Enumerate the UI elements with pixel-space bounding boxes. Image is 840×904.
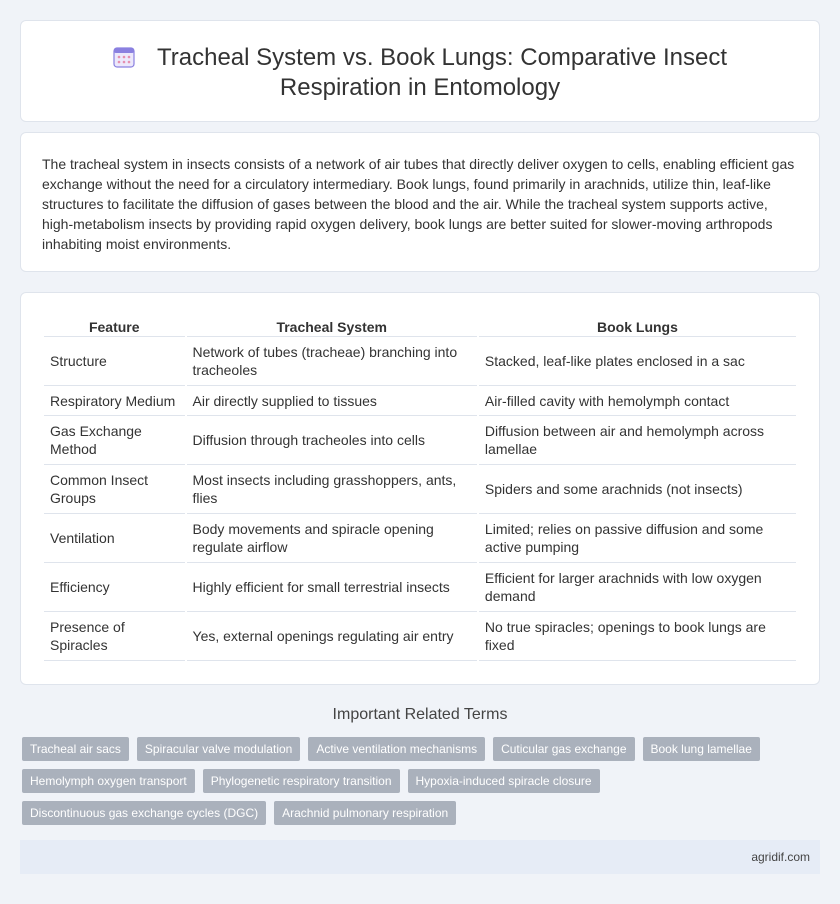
row-tracheal: Highly efficient for small terrestrial insects <box>187 563 477 612</box>
table-row <box>44 465 796 514</box>
row-book-lungs: Air-filled cavity with hemolymph contact <box>479 386 796 416</box>
row-tracheal: Most insects including grasshoppers, ants, flies <box>187 465 477 514</box>
term-tag[interactable]: Spiracular valve modulation <box>137 737 300 761</box>
table-row <box>44 337 796 386</box>
row-book-lungs: No true spiracles; openings to book lungs are fixed <box>479 612 796 661</box>
table-row <box>44 612 796 661</box>
row-tracheal: Body movements and spiracle opening regulate airflow <box>187 514 477 563</box>
row-tracheal: Air directly supplied to tissues <box>187 386 477 416</box>
intro-paragraph: The tracheal system in insects consists of a network of air tubes that directly deliver oxygen to cells, enabling efficient gas exchange without the need for a circulatory intermediary. Book lungs, found primarily in arachnids, utilize thin, leaf-like structures to facilitate the diffusion of gases between the blood and the air. While the tracheal system supports active, high-metabolism insects by providing rapid oxygen delivery, book lungs are better suited for slower-moving arthropods inhabiting moist environments. <box>42 156 795 252</box>
row-feature: Gas Exchange Method <box>44 416 185 465</box>
header-book-lungs: Book Lungs <box>479 316 796 337</box>
term-tag[interactable]: Arachnid pulmonary respiration <box>274 801 456 825</box>
row-book-lungs: Spiders and some arachnids (not insects) <box>479 465 796 514</box>
title-card <box>20 20 820 122</box>
table-row <box>44 416 796 465</box>
footer-site-link[interactable]: agridif.com <box>751 850 810 864</box>
term-tag[interactable]: Cuticular gas exchange <box>493 737 634 761</box>
table-row <box>44 514 796 563</box>
footer <box>20 840 820 874</box>
row-feature: Respiratory Medium <box>44 386 185 416</box>
table-row <box>44 386 796 416</box>
term-tag[interactable]: Discontinuous gas exchange cycles (DGC) <box>22 801 266 825</box>
row-tracheal: Diffusion through tracheoles into cells <box>187 416 477 465</box>
term-tag[interactable]: Hypoxia-induced spiracle closure <box>408 769 600 793</box>
row-feature: Presence of Spiracles <box>44 612 185 661</box>
term-tag[interactable]: Active ventilation mechanisms <box>308 737 485 761</box>
intro-card <box>20 132 820 272</box>
term-tag[interactable]: Hemolymph oxygen transport <box>22 769 195 793</box>
row-book-lungs: Efficient for larger arachnids with low oxygen demand <box>479 563 796 612</box>
related-terms-heading: Important Related Terms <box>332 706 508 723</box>
comparison-table-card <box>20 292 820 685</box>
comparison-table <box>42 316 798 661</box>
term-tag[interactable]: Tracheal air sacs <box>22 737 129 761</box>
header-feature: Feature <box>44 316 185 337</box>
row-feature: Efficiency <box>44 563 185 612</box>
row-tracheal: Network of tubes (tracheae) branching into tracheoles <box>187 337 477 386</box>
row-book-lungs: Diffusion between air and hemolymph across lamellae <box>479 416 796 465</box>
row-feature: Structure <box>44 337 185 386</box>
page-title-wrap <box>21 43 819 103</box>
term-tag[interactable]: Phylogenetic respiratory transition <box>203 769 400 793</box>
row-feature: Ventilation <box>44 514 185 563</box>
row-tracheal: Yes, external openings regulating air entry <box>187 612 477 661</box>
table-header-row <box>44 316 796 337</box>
table-row <box>44 563 796 612</box>
term-tag[interactable]: Book lung lamellae <box>643 737 760 761</box>
row-book-lungs: Limited; relies on passive diffusion and some active pumping <box>479 514 796 563</box>
related-terms-list <box>22 737 802 825</box>
row-book-lungs: Stacked, leaf-like plates enclosed in a sac <box>479 337 796 386</box>
calendar-icon <box>113 46 135 68</box>
page-title: Tracheal System vs. Book Lungs: Comparative Insect Respiration in Entomology <box>156 44 728 101</box>
row-feature: Common Insect Groups <box>44 465 185 514</box>
header-tracheal-system: Tracheal System <box>187 316 477 337</box>
